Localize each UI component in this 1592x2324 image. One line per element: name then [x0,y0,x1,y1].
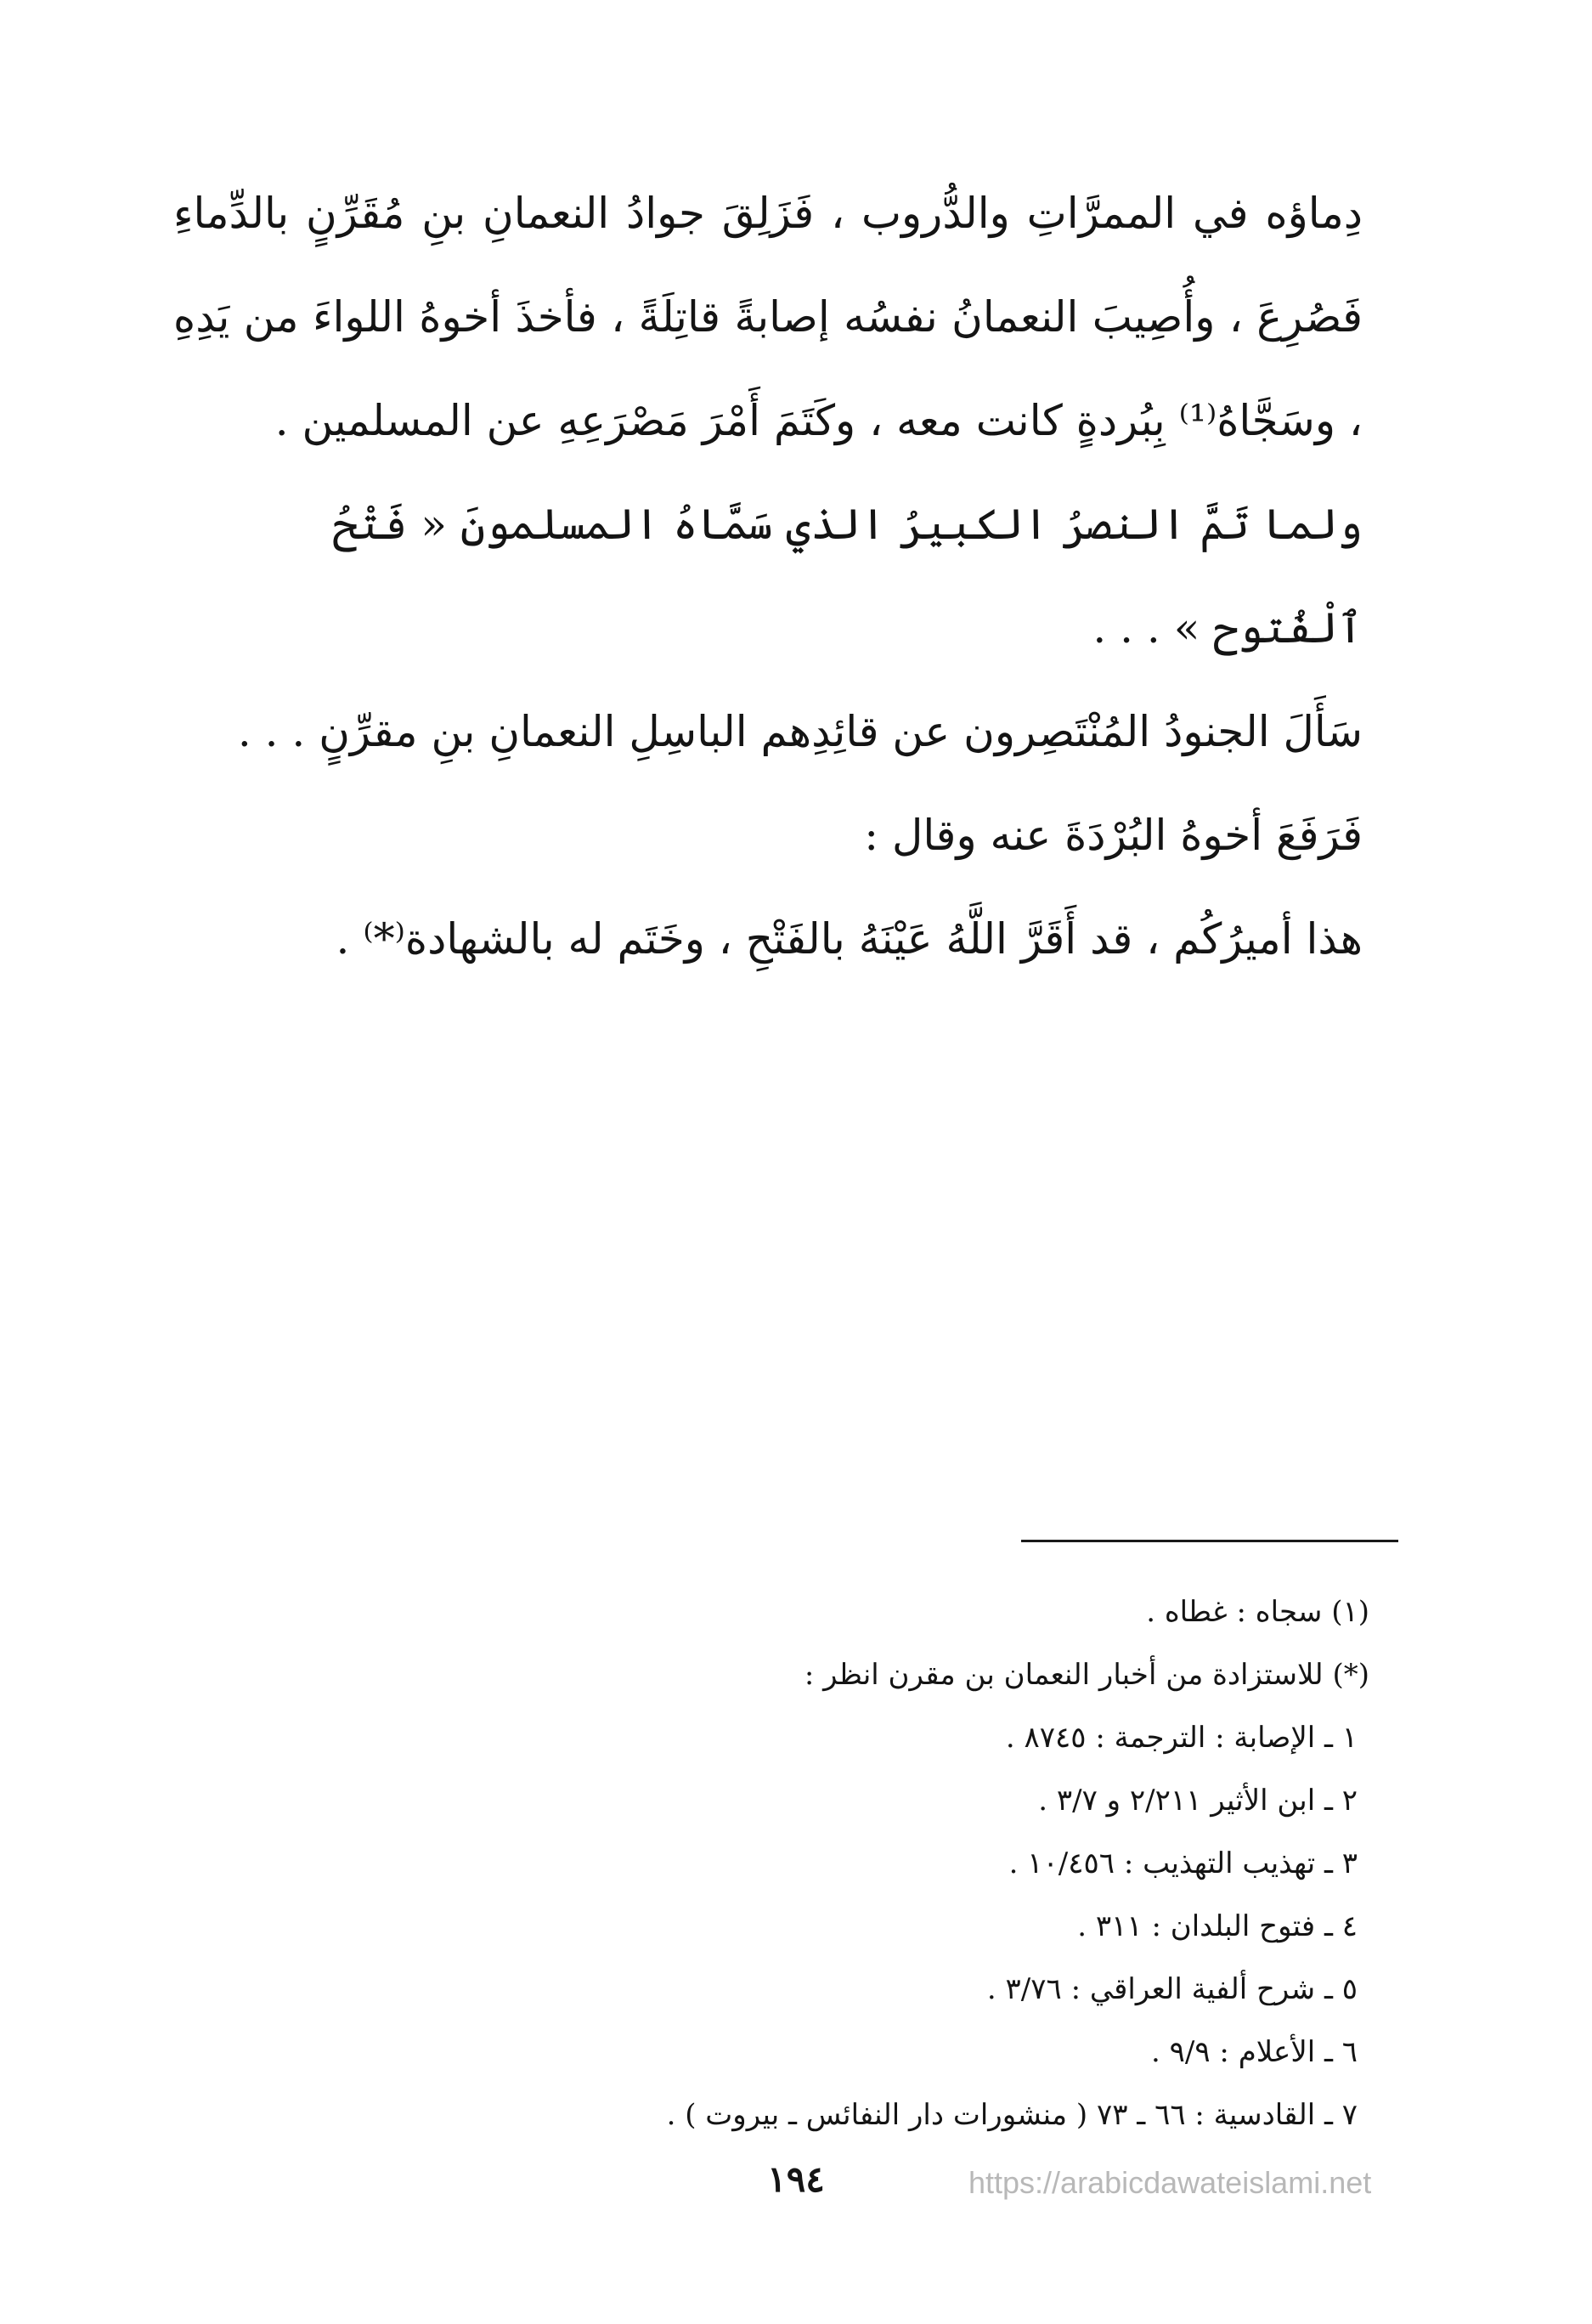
footnotes [265,1580,1369,2146]
paragraph-5: هذا أميرُكُم ، قد أَقَرَّ اللَّهُ عَيْنَهُ بالفَتْحِ ، وخَتَم له بالشهادة⁽*⁾ . [336,914,1363,964]
reference-item: ١ ـ الإصابة : الترجمة : ٨٧٤٥ . [1005,1721,1358,1755]
footnote-1: (١) سجاه : غطاه . [1146,1595,1369,1629]
footnote-star: (*) للاستزادة من أخبار النعمان بن مقرن انظر : [804,1658,1369,1692]
reference-item: ٧ ـ القادسية : ٦٦ ـ ٧٣ ( منشورات دار النفائس ـ بيروت ) . [666,2098,1358,2132]
reference-list [265,1706,1369,2146]
reference-item: ٢ ـ ابن الأثير ٢/٢١١ و ٣/٧ . [1038,1784,1358,1818]
footnote-separator [1021,1540,1398,1542]
paragraph-4: فَرَفَعَ أخوهُ البُرْدَةَ عنه وقال : [864,811,1363,860]
reference-item: ٥ ـ شرح ألفية العراقي : ٣/٧٦ . [986,1972,1358,2006]
watermark-url: https://arabicdawateislami.net [968,2165,1372,2200]
paragraph-2: ولما تَمَّ النصرُ الكبيرُ الذي سَمَّاهُ المسلمونَ « فَتْحُ ٱلْفُتوح » . . . [332,500,1363,653]
reference-item: ٣ ـ تهذيب التهذيب : ١٠/٤٥٦ . [1008,1846,1358,1880]
page-number: ١٩٤ [767,2158,825,2200]
reference-item: ٤ ـ فتوح البلدان : ٣١١ . [1077,1909,1358,1943]
main-text [173,161,1363,991]
paragraph-1: دِماؤه في الممرَّاتِ والدُّروب ، فَزَلِقَ جوادُ النعمانِ بنِ مُقَرِّنٍ بالدِّماءِ فَصُرِعَ ، وأُصِيبَ النعمانُ نفسُه إصابةً قاتِلَةً ، فأخذَ أخوهُ اللواءَ من يَدِهِ ، وسَجَّاهُ⁽¹⁾ بِبُردةٍ كانت معه ، وكَتَمَ أَمْرَ مَصْرَعِهِ عن المسلمين . [173,189,1363,445]
reference-item: ٦ ـ الأعلام : ٩/٩ . [1151,2035,1358,2069]
paragraph-3: سَأَلَ الجنودُ المُنْتَصِرون عن قائِدِهم الباسِلِ النعمانِ بنِ مقرِّنٍ . . . [237,707,1363,756]
